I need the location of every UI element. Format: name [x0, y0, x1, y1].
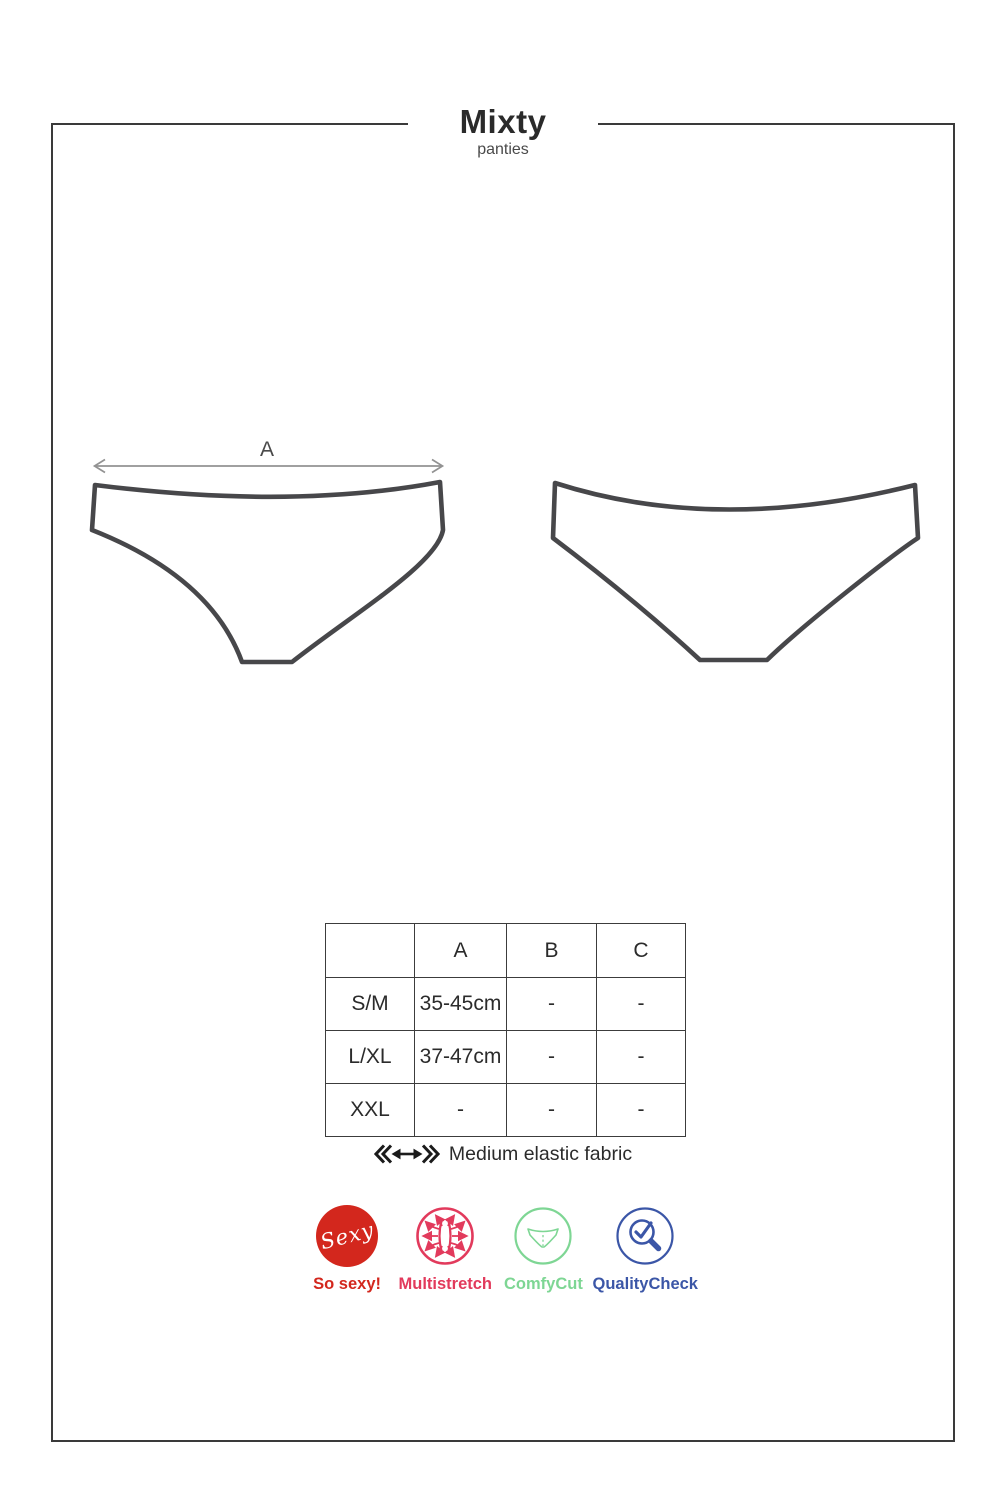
multistretch-icon	[414, 1205, 476, 1267]
size-row-label: XXL	[326, 1084, 415, 1137]
column-header-b: B	[507, 924, 597, 978]
dimension-a-arrow	[95, 438, 443, 473]
dimension-a-label: A	[259, 438, 275, 461]
qualitycheck-icon	[614, 1205, 676, 1267]
table-row-sm	[326, 978, 686, 1031]
corner-cell	[326, 924, 415, 978]
badge-multistretch	[396, 1205, 494, 1293]
size-cell: -	[597, 1031, 686, 1084]
panties-front-view-diagram	[85, 432, 455, 670]
size-row-label: L/XL	[326, 1031, 415, 1084]
checkmark-icon	[636, 1223, 651, 1237]
product-title: Mixty	[459, 103, 547, 140]
badge-so-sexy-label: So sexy!	[313, 1275, 382, 1293]
size-cell: -	[415, 1084, 507, 1137]
panties-back-view-diagram	[545, 468, 930, 673]
size-cell: -	[507, 1031, 597, 1084]
size-cell: -	[507, 1084, 597, 1137]
sexy-circle-icon	[316, 1205, 378, 1267]
badge-comfycut-label: ComfyCut	[504, 1275, 583, 1293]
size-row-label: S/M	[326, 978, 415, 1031]
panties-front-outline	[92, 482, 443, 662]
size-cell: -	[597, 978, 686, 1031]
badge-so-sexy	[298, 1205, 396, 1293]
panties-back-outline	[553, 483, 918, 660]
table-row-lxl	[326, 1031, 686, 1084]
fabric-note-label: Medium elastic fabric	[448, 1142, 633, 1165]
sexy-circle-text: Sexy	[317, 1217, 377, 1255]
comfycut-icon	[512, 1205, 574, 1267]
badge-multistretch-label: Multistretch	[398, 1275, 493, 1293]
size-cell: -	[597, 1084, 686, 1137]
product-subtitle: panties	[477, 141, 529, 158]
size-cell: -	[507, 978, 597, 1031]
table-row-xxl	[326, 1084, 686, 1137]
size-cell: 37-47cm	[415, 1031, 507, 1084]
column-header-a: A	[415, 924, 507, 978]
feature-badges	[298, 1205, 698, 1293]
size-table	[325, 923, 686, 1137]
badge-comfycut	[494, 1205, 592, 1293]
badge-qualitycheck-label: QualityCheck	[592, 1275, 698, 1293]
size-cell: 35-45cm	[415, 978, 507, 1031]
badge-qualitycheck	[593, 1205, 698, 1293]
size-table-header-row	[326, 924, 686, 978]
brand-title-box	[408, 70, 598, 172]
column-header-c: C	[597, 924, 686, 978]
fabric-note	[303, 1139, 703, 1169]
stretch-arrow-icon	[374, 1143, 440, 1165]
